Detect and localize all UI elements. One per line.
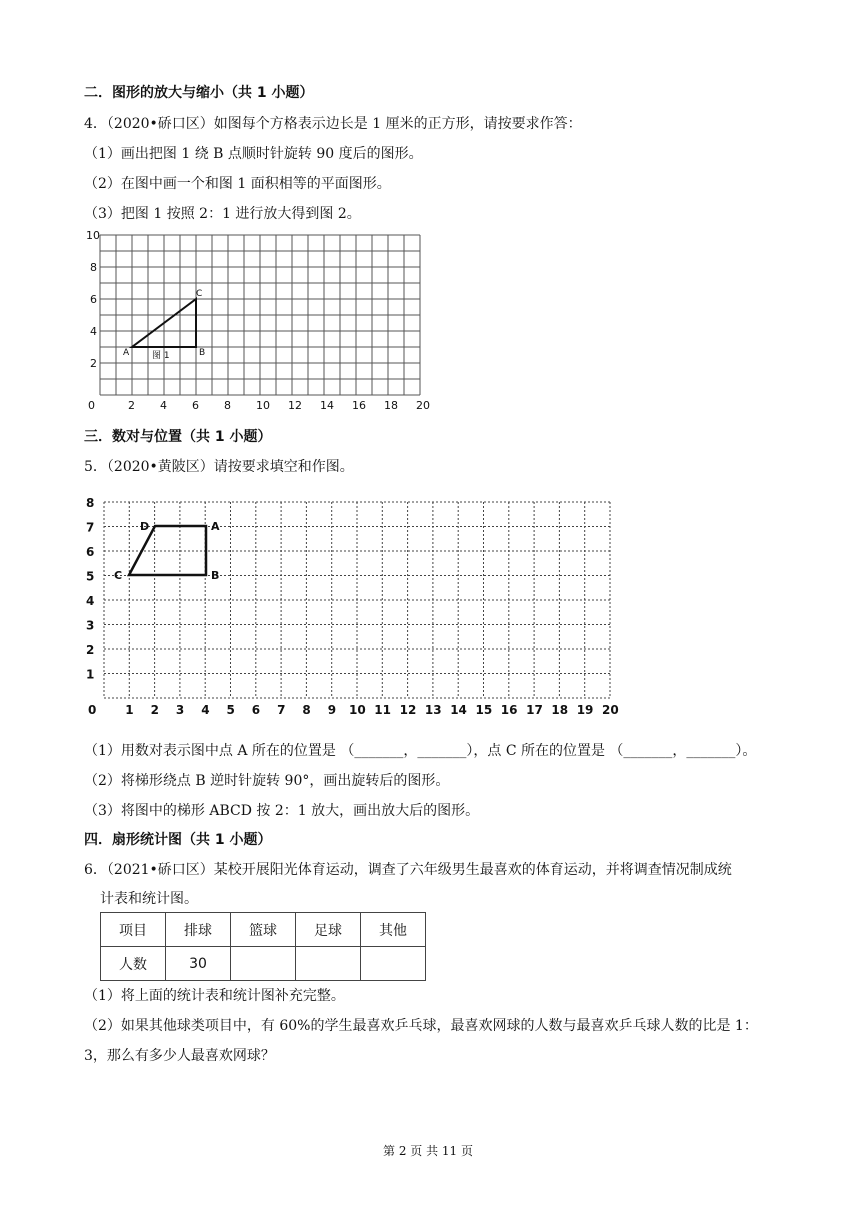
y-tick-label: 3 xyxy=(86,618,95,633)
table-cell: 排球 xyxy=(166,913,231,947)
x-tick-label: 15 xyxy=(475,703,493,717)
page-footer: 第 2 页 共 11 页 xyxy=(383,1144,473,1158)
x-tick-label: 14 xyxy=(320,399,334,412)
y-tick-label: 8 xyxy=(90,261,97,274)
x-tick-label: 17 xyxy=(526,703,543,717)
x-tick-label: 18 xyxy=(551,703,569,717)
x-tick-label: 2 xyxy=(150,703,159,717)
y-tick-label: 2 xyxy=(86,643,95,657)
point-a-label: A xyxy=(123,348,130,358)
grid-figure-1 xyxy=(80,228,430,413)
point-a-label-2: A xyxy=(211,520,220,533)
x-tick-label: 4 xyxy=(160,399,167,412)
q5-intro: 5．（2020•黄陂区）请按要求填空和作图。 xyxy=(84,459,354,475)
table-row xyxy=(101,947,426,981)
stat-table xyxy=(100,912,426,981)
x-tick-label: 14 xyxy=(450,703,467,717)
q6-item-3: 3，那么有多少人最喜欢网球？ xyxy=(84,1048,275,1064)
x-tick-label: 8 xyxy=(302,703,311,717)
x-tick-label: 11 xyxy=(374,703,392,717)
x-tick-label: 5 xyxy=(226,703,235,717)
table-cell: 足球 xyxy=(296,913,361,947)
x-tick-label: 6 xyxy=(251,703,261,717)
table-cell: 其他 xyxy=(361,913,426,947)
x-tick-label: 16 xyxy=(352,399,366,412)
y-tick-label: 4 xyxy=(86,594,95,608)
x-tick-label: 20 xyxy=(602,703,619,717)
x-tick-label: 10 xyxy=(349,703,366,717)
x-tick-label: 7 xyxy=(277,703,286,717)
y-tick-label: 6 xyxy=(86,545,95,559)
point-b-label: B xyxy=(199,348,206,358)
x-tick-label: 10 xyxy=(256,399,270,412)
x-tick-label: 6 xyxy=(192,399,199,412)
x-tick-label: 18 xyxy=(384,399,398,412)
q5-item-2: （2）将梯形绕点 B 逆时针旋转 90°，画出旋转后的图形。 xyxy=(84,773,450,789)
grid-figure-2 xyxy=(84,490,624,722)
y-tick-label: 7 xyxy=(86,520,95,535)
q5-item-1: （1）用数对表示图中点 A 所在的位置是 （_______，_______），点 C 所在的位置是 （_______，_______）。 xyxy=(84,743,757,759)
y-tick-label: 2 xyxy=(90,357,97,370)
point-c-label-2: C xyxy=(114,569,123,582)
point-c-label: C xyxy=(196,289,203,299)
y-tick-label: 5 xyxy=(86,569,95,584)
x-tick-label: 2 xyxy=(128,399,135,412)
x-tick-label: 13 xyxy=(424,703,442,717)
table-cell: 项目 xyxy=(101,913,166,947)
table-cell xyxy=(361,947,426,981)
q4-item-1: （1）画出把图 1 绕 B 点顺时针旋转 90 度后的图形。 xyxy=(84,146,423,162)
x-tick-label: 8 xyxy=(224,399,231,412)
q6-intro-line2: 计表和统计图。 xyxy=(100,891,198,907)
y-tick-label: 6 xyxy=(90,293,97,306)
y-tick-label: 4 xyxy=(90,325,97,338)
x-tick-label: 0 xyxy=(88,399,95,412)
q4-item-3: （3）把图 1 按照 2：1 进行放大得到图 2。 xyxy=(84,206,361,222)
section3-heading: 三．数对与位置（共 1 小题） xyxy=(84,429,272,445)
x-tick-label: 12 xyxy=(399,703,417,717)
x-tick-label: 20 xyxy=(416,399,430,412)
q6-intro-line1: 6．（2021•硚口区）某校开展阳光体育运动，调查了六年级男生最喜欢的体育运动，并将调查情况制成统 xyxy=(84,862,732,878)
point-b-label-2: B xyxy=(211,569,220,582)
q5-item-3: （3）将图中的梯形 ABCD 按 2：1 放大，画出放大后的图形。 xyxy=(84,803,480,819)
figure-1-label: 图 1 xyxy=(152,351,170,361)
y-tick-label: 1 xyxy=(86,667,95,682)
table-header-row xyxy=(101,913,426,947)
y-tick-label: 10 xyxy=(86,229,100,242)
x-tick-label: 1 xyxy=(125,703,134,717)
x-tick-label: 16 xyxy=(500,703,518,717)
section2-heading: 二．图形的放大与缩小（共 1 小题） xyxy=(84,85,314,101)
x-tick-label: 9 xyxy=(327,703,337,717)
table-cell: 30 xyxy=(166,947,231,981)
table-cell xyxy=(231,947,296,981)
y-tick-label: 8 xyxy=(86,496,95,510)
x-tick-label: 3 xyxy=(175,703,185,717)
x-tick-label: 0 xyxy=(88,703,97,717)
section4-heading: 四．扇形统计图（共 1 小题） xyxy=(84,832,272,848)
table-cell: 篮球 xyxy=(231,913,296,947)
table-cell xyxy=(296,947,361,981)
q4-intro: 4．（2020•硚口区）如图每个方格表示边长是 1 厘米的正方形，请按要求作答： xyxy=(84,116,582,132)
x-tick-label: 19 xyxy=(576,703,594,717)
x-tick-label: 4 xyxy=(201,703,210,717)
point-d-label: D xyxy=(140,520,150,533)
q6-item-1: （1）将上面的统计表和统计图补充完整。 xyxy=(84,988,345,1004)
q4-item-2: （2）在图中画一个和图 1 面积相等的平面图形。 xyxy=(84,176,391,192)
x-tick-label: 12 xyxy=(288,399,302,412)
table-cell: 人数 xyxy=(101,947,166,981)
q6-item-2: （2）如果其他球类项目中，有 60%的学生最喜欢乒乓球，最喜欢网球的人数与最喜欢乒乓球人数的比是 1： xyxy=(84,1018,758,1034)
